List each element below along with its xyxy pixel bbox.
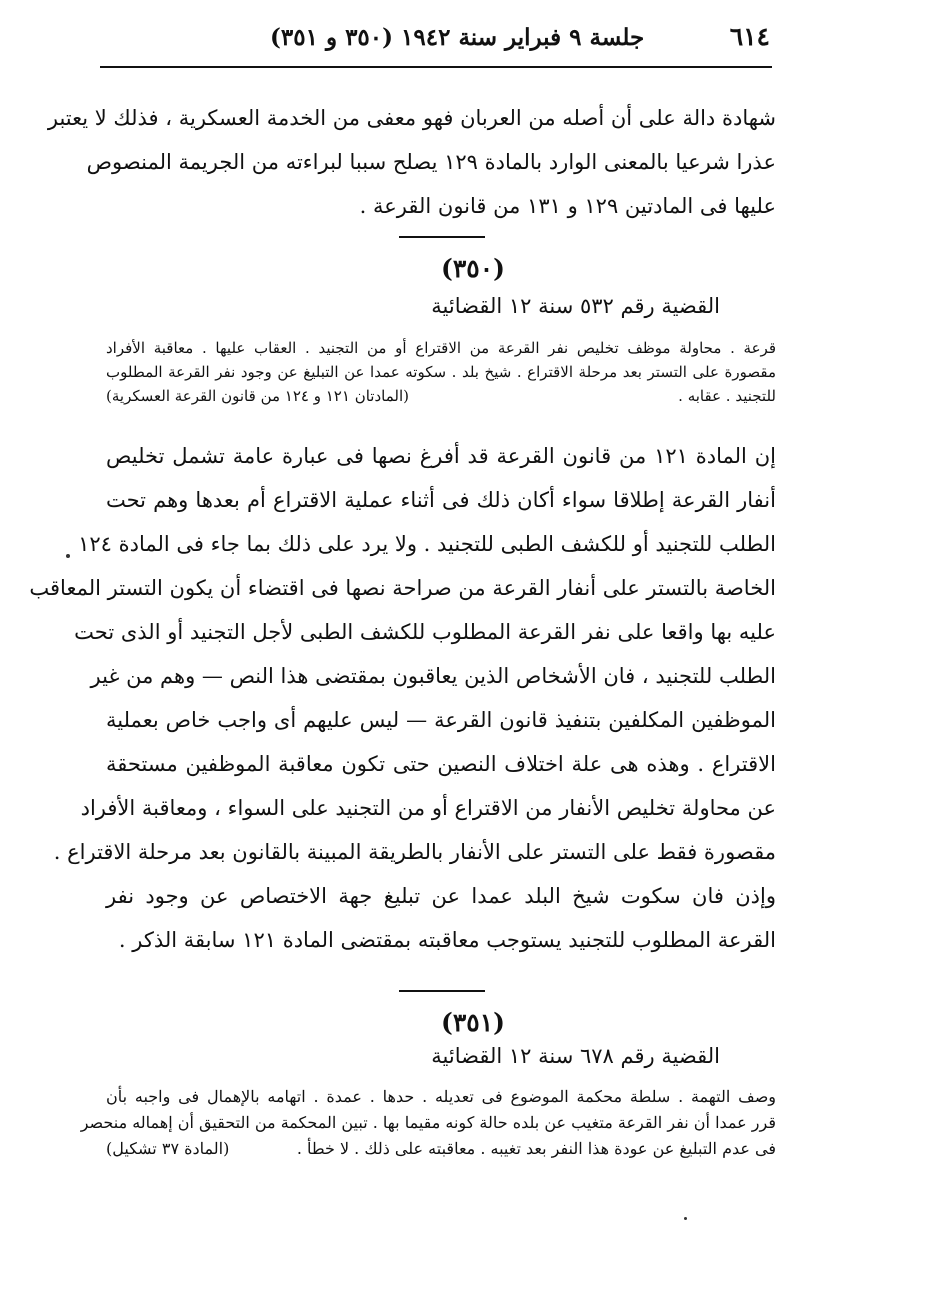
text-line: إن المادة ١٢١ من قانون القرعة قد أفرغ نصها فى عبارة عامة تشمل تخليص — [106, 444, 777, 468]
page-number: ٦١٤ — [729, 22, 770, 51]
case-number: (٣٥٠) — [441, 254, 505, 283]
text-line: الموظفين المكلفين بتنفيذ قانون القرعة — ليس عليهم أى واجب خاص بعملية — [106, 708, 776, 732]
scan-speck — [66, 554, 70, 558]
text-line: القرعة المطلوب للتجنيد يستوجب معاقبته بمقتضى المادة ١٢١ سابقة الذكر . — [118, 928, 776, 952]
case-summary — [106, 336, 776, 408]
page-header — [100, 22, 770, 58]
legal-reference: (المادتان ١٢١ و ١٢٤ من قانون القرعة العسكرية) — [106, 387, 409, 405]
section-divider — [399, 990, 485, 992]
text-line: عذرا شرعيا بالمعنى الوارد بالمادة ١٢٩ يصلح سببا لبراءته من الجريمة المنصوص — [86, 150, 776, 174]
summary-line: للتجنيد . عقابه . — [678, 387, 776, 405]
summary-line: وصف التهمة . سلطة محكمة الموضوع فى تعديله . حدها . عمدة . اتهامه بالإهمال فى واجبه بأن — [106, 1087, 776, 1106]
text-line: عليها فى المادتين ١٢٩ و ١٣١ من قانون القرعة . — [359, 194, 776, 218]
section-divider — [399, 236, 485, 238]
summary-line: قرر عمدا أن نفر القرعة متغيب عن بلده حالة كونه مقيما بها . تبين المحكمة من التحقيق أن إهماله منحصر — [80, 1113, 776, 1132]
legal-reference: (المادة ٣٧ تشكيل) — [106, 1139, 230, 1158]
intro-paragraph — [47, 96, 776, 228]
case-body — [29, 434, 777, 962]
summary-line: مقصورة على التستر بعد مرحلة الاقتراع . شيخ بلد . سكوته عمدا عن التبليغ عن وجود نفر القرعة المطلوب — [106, 363, 776, 381]
summary-line-with-reference — [106, 1136, 776, 1162]
case-summary — [80, 1084, 776, 1162]
text-line: الطلب للتجنيد ، فان الأشخاص الذين يعاقبون بمقتضى هذا النص — وهم من غير — [90, 664, 776, 688]
summary-line: فى عدم التبليغ عن عودة هذا النفر بعد تغيبه . معاقبته على ذلك . لا خطأ . — [296, 1139, 776, 1158]
scan-speck — [684, 1217, 687, 1220]
case-title: القضية رقم ٦٧٨ سنة ١٢ القضائية — [431, 1044, 720, 1068]
summary-line-with-reference — [106, 384, 776, 408]
running-title: جلسة ٩ فبراير سنة ١٩٤٢ (٣٥٠ و ٣٥١) — [270, 24, 645, 51]
text-line: شهادة دالة على أن أصله من العربان فهو معفى من الخدمة العسكرية ، فذلك لا يعتبر — [47, 106, 776, 130]
text-line: عن محاولة تخليص الأنفار من الاقتراع أو من التجنيد على السواء ، ومعاقبة الأفراد — [80, 796, 776, 820]
header-rule — [100, 66, 772, 68]
text-line: الخاصة بالتستر على أنفار القرعة من صراحة نصها فى اقتضاء أن يكون التستر المعاقب — [29, 576, 776, 600]
text-line: مقصورة فقط على التستر على الأنفار بالطريقة المبينة بالقانون بعد مرحلة الاقتراع . — [53, 840, 776, 864]
text-line: وإذن فان سكوت شيخ البلد عمدا عن تبليغ جهة الاختصاص عن وجود نفر — [106, 884, 776, 908]
text-line: عليه بها واقعا على نفر القرعة المطلوب للكشف الطبى لأجل التجنيد أو الذى تحت — [74, 620, 776, 644]
case-number: (٣٥١) — [441, 1008, 505, 1037]
case-title: القضية رقم ٥٣٢ سنة ١٢ القضائية — [431, 294, 720, 318]
text-line: أنفار القرعة إطلاقا سواء أكان ذلك فى أثناء عملية الاقتراع أم بعدها وهم تحت — [106, 488, 776, 512]
summary-line: قرعة . محاولة موظف تخليص نفر القرعة من الاقتراع أو من التجنيد . العقاب عليها . معاقبة الأفراد — [106, 339, 776, 357]
text-line: الاقتراع . وهذه هى علة اختلاف النصين حتى تكون معاقبة الموظفين مستحقة — [106, 752, 776, 776]
text-line: الطلب للتجنيد أو للكشف الطبى للتجنيد . ولا يرد على ذلك بما جاء فى المادة ١٢٤ — [78, 532, 776, 556]
